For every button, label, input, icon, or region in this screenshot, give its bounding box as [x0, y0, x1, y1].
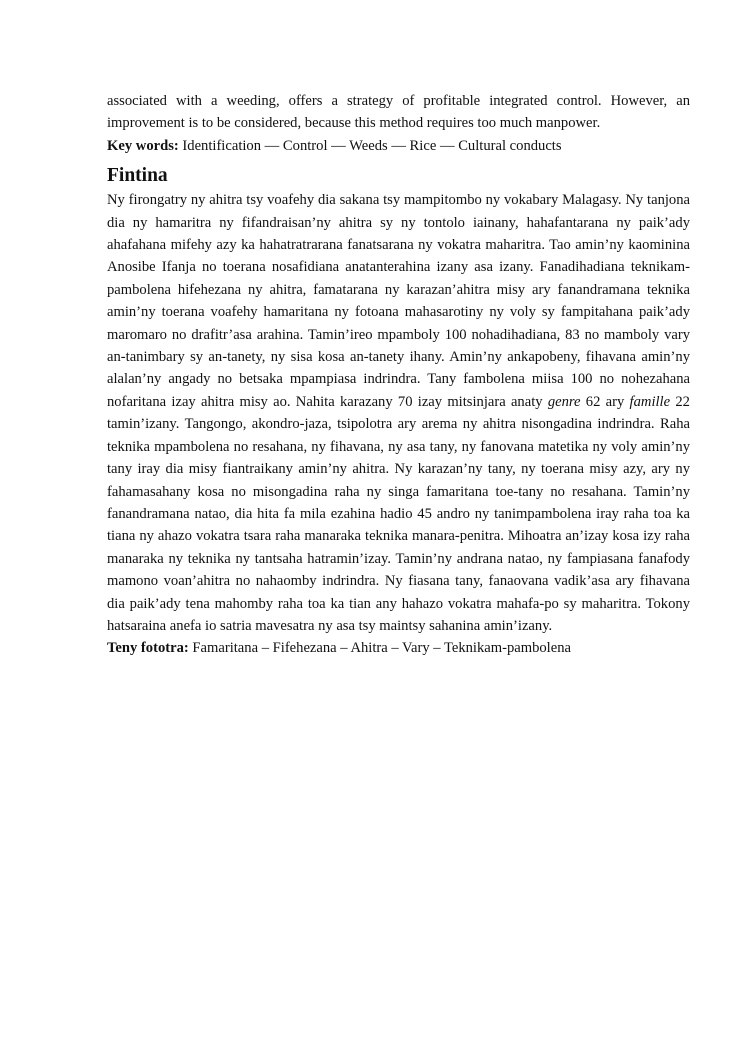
keywords-english [107, 135, 690, 157]
keywords-english-label: Key words: [107, 137, 179, 154]
abstract-english-tail: associated with a weeding, offers a strategy of profitable integrated control. However, an improvement is to be considered, because this method requires too much manpower. [107, 93, 690, 132]
abstract-malagasy [107, 189, 690, 637]
term-famille: famille [629, 393, 671, 410]
term-genre: genre [547, 393, 581, 410]
page-content [107, 90, 690, 660]
keywords-malagasy [107, 637, 690, 659]
abstract-malagasy-part2: 62 ary [585, 393, 625, 410]
keywords-english-value: Identification — Control — Weeds — Rice — Cultural conducts [182, 137, 562, 154]
section-title-fintina: Fintina [107, 165, 168, 187]
keywords-malagasy-value: Famaritana – Fifehezana – Ahitra – Vary – Teknikam-pambolena [192, 640, 571, 657]
abstract-malagasy-part3: 22 tamin’izany. Tangongo, akondro-jaza, tsipolotra ary arema ny ahitra nisongadina indrindra. Raha teknika mpambolena no resahana, ny fihavana, ny asa tany, ny fanovana matetika ny voly amin’ny tany iray dia misy fiantraikany amin’ny ahitra. Ny karazan’ny tany, ny toerana misy azy, ary ny fahamasahany kosa no misongadina raha ny singa famaritana toe-tany no resahana. Tamin’ny fanandramana natao, dia hita fa mila ezahina hadio 45 andro ny tanimpambolena iray raha toa ka tiana ny ahazo vokatra tsara raha manaraka teknika manara-penitra. Mihoatra an’izay kosa izy raha manaraka ny teknika ny tantsaha hatramin’izay. Tamin’ny andrana natao, ny fampiasana fanafody mamono voan’ahitra no nahaomby indrindra. Ny fiasana tany, fanaovana vadik’asa ary fihavana dia paik’ady tena mahomby raha toa ka tian any hahazo vokatra mahafa-po sy maharitra. Tokony hatsaraina anefa io satria mavesatra ny asa tsy maintsy sahanina amin’izany. [107, 393, 690, 634]
keywords-malagasy-label: Teny fototra: [107, 640, 189, 657]
abstract-malagasy-part1: Ny firongatry ny ahitra tsy voafehy dia sakana tsy mampitombo ny vokabary Malagasy. Ny tanjona dia ny hamaritra ny fifandraisan’ny ahitra sy ny tontolo iainany, hahafantarana ny paik’ady ahafahana mifehy azy ka hahatratrarana fanatsarana ny vokatra maharitra. Tao amin’ny kaominina Anosibe Ifanja no toerana nosafidiana anatanterahina izany asa izany. Fanadihadiana teknikam-pambolena hifehezana ny ahitra, famatarana ny karazan’ahitra misy ary fanandramana teknika amin’ny toerana voafehy hamaritana ny fotoana mahasarotiny ny voly sy fampitahana paik’ady maromaro no drafitr’asa arahina. Tamin’ireo mpamboly 100 nohadihadiana, 83 no mamboly vary an-tanimbary sy an-tanety, ny sisa kosa an-tanety ihany. Amin’ny ankapobeny, fihavana amin’ny alalan’ny angady no betsaka mpampiasa indrindra. Tany fambolena miisa 100 no nohezahana nofaritana izay ahitra misy ao. Nahita karazany 70 izay mitsinjara anaty [107, 192, 690, 410]
